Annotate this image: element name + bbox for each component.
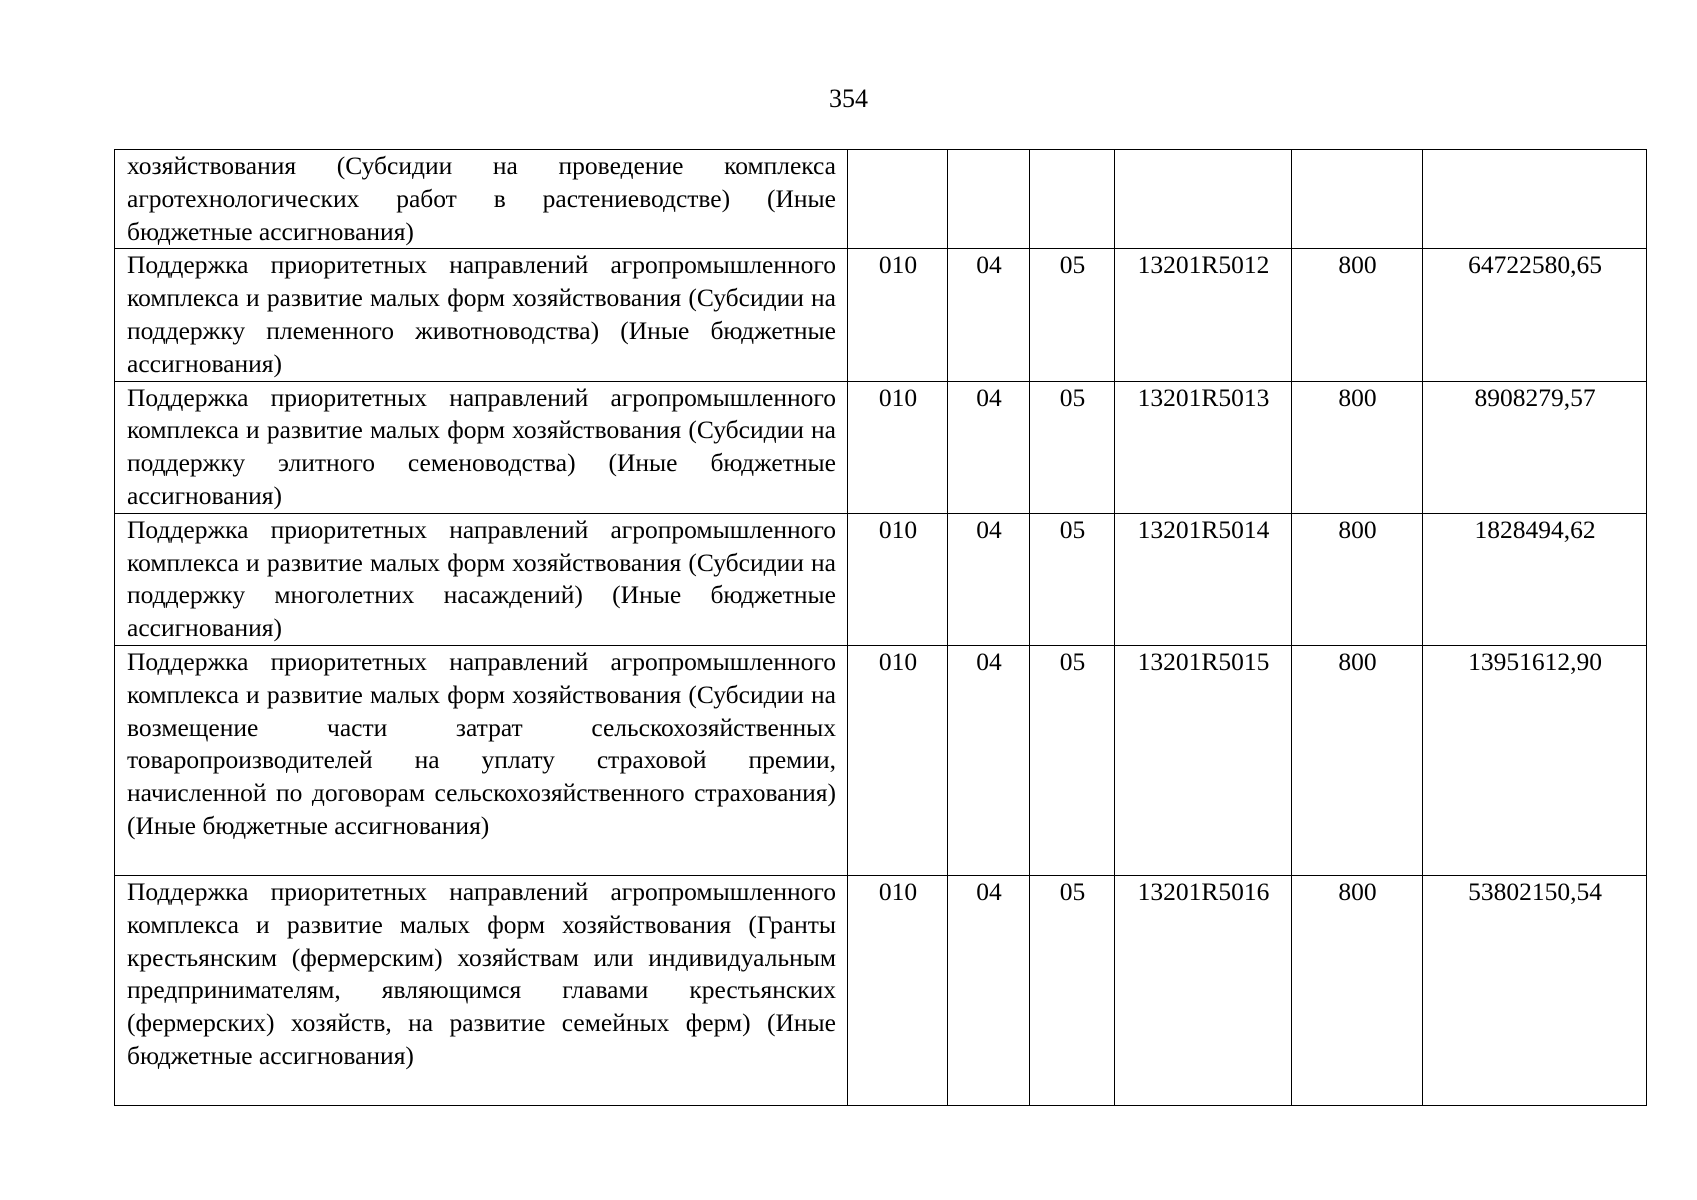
row-description: Поддержка приоритетных направлений агропромышленного комплекса и развитие малых форм хозяйствования (Субсидии на поддержку племенного животноводства) (Иные бюджетные ассигнования) — [115, 249, 848, 381]
cell-sum — [1423, 150, 1647, 249]
cell-razdel: 04 — [948, 645, 1030, 875]
cell-razdel: 04 — [948, 381, 1030, 513]
cell-expense-type: 800 — [1292, 513, 1423, 645]
row-description: Поддержка приоритетных направлений агропромышленного комплекса и развитие малых форм хозяйствования (Субсидии на возмещение части затрат сельскохозяйственных товаропроизводителей на уплату страховой премии, начисленной по договорам сельскохозяйственного страхования) (Иные бюджетные ассигнования) — [115, 645, 848, 875]
budget-table — [114, 149, 1647, 1106]
row-description: Поддержка приоритетных направлений агропромышленного комплекса и развитие малых форм хозяйствования (Субсидии на поддержку многолетних насаждений) (Иные бюджетные ассигнования) — [115, 513, 848, 645]
row-description: Поддержка приоритетных направлений агропромышленного комплекса и развитие малых форм хозяйствования (Гранты крестьянским (фермерским) хозяйствам или индивидуальным предпринимателям, являющимся главами крестьянских (фермерских) хозяйств, на развитие семейных ферм) (Иные бюджетные ассигнования) — [115, 875, 848, 1105]
cell-ved: 010 — [848, 381, 948, 513]
cell-ved: 010 — [848, 513, 948, 645]
page-number: 354 — [829, 84, 868, 113]
table-row — [115, 249, 1647, 381]
cell-target-article — [1115, 150, 1292, 249]
cell-target-article: 13201R5016 — [1115, 875, 1292, 1105]
cell-ved: 010 — [848, 645, 948, 875]
cell-podrazdel: 05 — [1030, 645, 1115, 875]
cell-podrazdel: 05 — [1030, 513, 1115, 645]
cell-target-article: 13201R5012 — [1115, 249, 1292, 381]
cell-sum: 1828494,62 — [1423, 513, 1647, 645]
cell-sum: 53802150,54 — [1423, 875, 1647, 1105]
cell-target-article: 13201R5014 — [1115, 513, 1292, 645]
cell-podrazdel: 05 — [1030, 875, 1115, 1105]
row-description: Поддержка приоритетных направлений агропромышленного комплекса и развитие малых форм хозяйствования (Субсидии на поддержку элитного семеноводства) (Иные бюджетные ассигнования) — [115, 381, 848, 513]
cell-sum: 13951612,90 — [1423, 645, 1647, 875]
cell-target-article: 13201R5015 — [1115, 645, 1292, 875]
cell-expense-type: 800 — [1292, 645, 1423, 875]
table-row — [115, 645, 1647, 875]
cell-expense-type: 800 — [1292, 249, 1423, 381]
table-row — [115, 875, 1647, 1105]
cell-ved — [848, 150, 948, 249]
cell-podrazdel: 05 — [1030, 381, 1115, 513]
cell-podrazdel: 05 — [1030, 249, 1115, 381]
table-row — [115, 150, 1647, 249]
row-description: хозяйствования (Субсидии на проведение комплекса агротехнологических работ в растениеводстве) (Иные бюджетные ассигнования) — [115, 150, 848, 249]
cell-razdel — [948, 150, 1030, 249]
cell-sum: 8908279,57 — [1423, 381, 1647, 513]
cell-target-article: 13201R5013 — [1115, 381, 1292, 513]
cell-expense-type: 800 — [1292, 381, 1423, 513]
cell-razdel: 04 — [948, 875, 1030, 1105]
cell-expense-type — [1292, 150, 1423, 249]
cell-sum: 64722580,65 — [1423, 249, 1647, 381]
cell-razdel: 04 — [948, 513, 1030, 645]
cell-ved: 010 — [848, 875, 948, 1105]
cell-ved: 010 — [848, 249, 948, 381]
table-row — [115, 513, 1647, 645]
cell-razdel: 04 — [948, 249, 1030, 381]
table-row — [115, 381, 1647, 513]
cell-podrazdel — [1030, 150, 1115, 249]
cell-expense-type: 800 — [1292, 875, 1423, 1105]
